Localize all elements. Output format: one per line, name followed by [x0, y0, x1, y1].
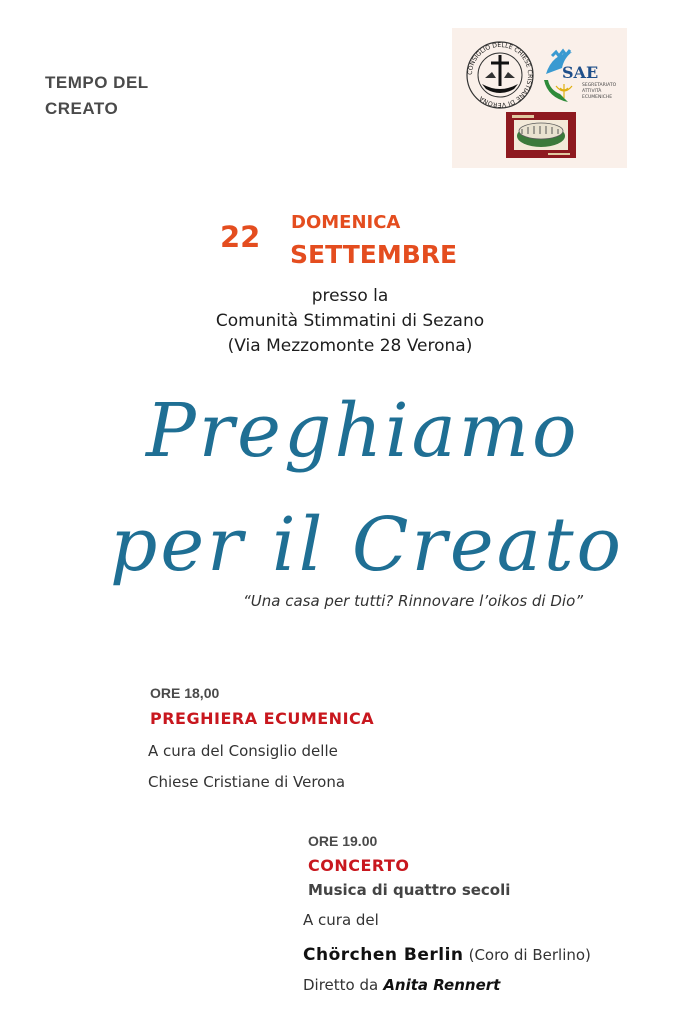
season-heading-line1: TEMPO DEL: [45, 73, 149, 92]
date-weekday: DOMENICA: [291, 212, 401, 233]
sae-mark-text: SAE: [562, 63, 599, 82]
venue-line3: (Via Mezzomonte 28 Verona): [227, 336, 473, 356]
season-heading: [45, 70, 149, 122]
event2-title: CONCERTO: [308, 856, 410, 875]
event2-subtitle: Musica di quattro secoli: [308, 881, 511, 899]
event1-title: PREGHIERA ECUMENICA: [150, 709, 375, 728]
event2-conductor: Anita Rennert: [383, 976, 501, 994]
event2-choir-note: (Coro di Berlino): [468, 946, 591, 964]
sae-line-1: SEGRETARIATO: [582, 83, 617, 88]
event1-time: ORE 18,00: [150, 685, 220, 701]
logos-panel: [452, 28, 627, 168]
event2-directed-by: Diretto da: [303, 976, 379, 994]
community-emblem: [506, 112, 576, 158]
event1-description: [148, 736, 345, 798]
sae-logo: [544, 50, 617, 102]
date-day-number: 22: [220, 220, 261, 254]
logos-svg: [452, 28, 627, 168]
event2-choir-name: Chörchen Berlin: [303, 945, 464, 965]
council-seal-text: CONSIGLIO DELLE CHIESE CRISTIANE DI VERONA: [466, 41, 534, 109]
council-seal-logo: [467, 42, 533, 108]
event2-choir-line: [303, 940, 591, 971]
event2-curated-by: A cura del: [303, 911, 379, 929]
venue-block: [150, 284, 550, 359]
event1-desc-line1: A cura del Consiglio delle: [148, 742, 338, 760]
sae-line-2: ATTIVITÀ: [582, 89, 602, 94]
main-title-line2: per il Creato: [110, 502, 625, 588]
event2-time: ORE 19.00: [308, 833, 378, 849]
venue-line2: Comunità Stimmatini di Sezano: [215, 311, 485, 331]
event2-director-line: [303, 970, 500, 1001]
event1-desc-line2: Chiese Cristiane di Verona: [148, 773, 346, 791]
theme-subtitle: “Una casa per tutti? Rinnovare l’oikos di Dio”: [243, 592, 584, 610]
main-title-line1: Preghiamo: [146, 388, 580, 474]
sae-line-3: ECUMENICHE: [582, 95, 613, 100]
season-heading-line2: CREATO: [45, 99, 119, 118]
venue-line1: presso la: [311, 286, 389, 306]
date-month: SETTEMBRE: [290, 240, 458, 269]
